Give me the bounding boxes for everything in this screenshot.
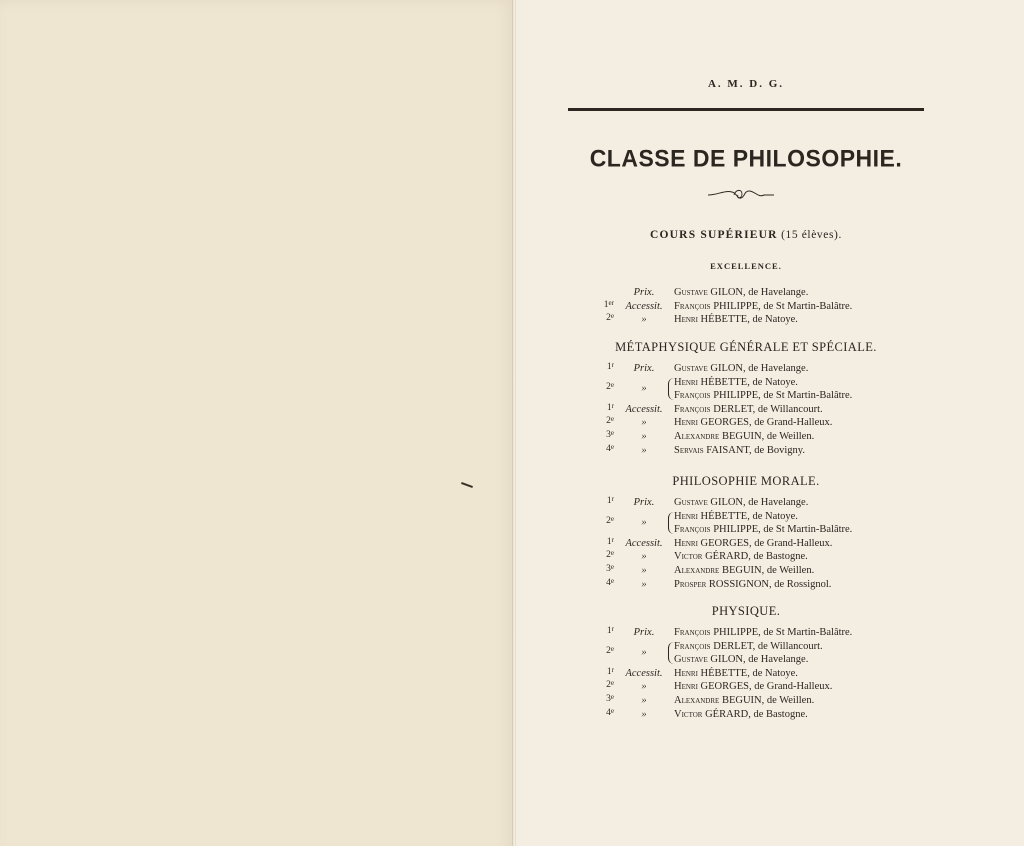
award-rank: 1$^r$	[606, 625, 614, 636]
award-label: Accessit.	[625, 537, 663, 549]
award-rank: 1$^r$	[606, 401, 614, 413]
award-rank: 1er	[603, 298, 614, 310]
award-rank: 4e	[606, 442, 614, 454]
award-rank: 1$^r$	[606, 665, 614, 677]
award-name: François PHILIPPE, de St Martin-Balâtre.	[674, 390, 853, 402]
award-rank: 2e	[606, 645, 614, 657]
award-name: Henri HÉBETTE, de Natoye.	[674, 314, 798, 326]
award-rank: 2e	[606, 415, 614, 427]
award-label: »	[641, 708, 647, 720]
course-name: COURS SUPÉRIEUR	[650, 229, 778, 241]
award-rank: 2e	[606, 549, 614, 561]
award-label: »	[641, 431, 647, 442]
award-rank: 1$^r$	[606, 495, 614, 506]
award-label: »	[641, 417, 647, 429]
award-label: Accessit.	[625, 667, 663, 679]
award-label: »	[641, 565, 647, 576]
ink-mark	[461, 482, 473, 488]
section-heading: MÉTAPHYSIQUE GÉNÉRALE ET SPÉCIALE.	[615, 340, 877, 354]
award-rank: 2e	[606, 312, 614, 324]
course-heading	[569, 229, 923, 241]
award-label: »	[641, 551, 647, 563]
course-count: (15 élèves).	[781, 229, 842, 241]
award-label: Prix.	[633, 363, 655, 374]
award-rank: 3e	[606, 429, 614, 440]
award-rank: 4e	[606, 706, 614, 718]
award-label: Prix.	[633, 627, 655, 638]
award-label: »	[641, 578, 647, 590]
award-rank: 3e	[606, 693, 614, 704]
award-name: Alexandre BEGUIN, de Weillen.	[674, 565, 815, 576]
award-rank: 1$^r$	[606, 535, 614, 547]
award-name: Gustave GILON, de Havelange.	[674, 363, 809, 374]
page-title: CLASSE DE PHILOSOPHIE.	[589, 144, 903, 172]
award-label: Prix.	[633, 287, 655, 298]
award-name: Victor GÉRARD, de Bastogne.	[674, 551, 808, 563]
award-rank: 2e	[606, 679, 614, 691]
award-name: Henri HÉBETTE, de Natoye.	[674, 667, 798, 679]
award-name: Victor GÉRARD, de Bastogne.	[674, 708, 808, 720]
award-name: François PHILIPPE, de St Martin-Balâtre.	[674, 627, 853, 638]
award-name: Gustave GILON, de Havelange.	[674, 497, 809, 508]
award-name: François PHILIPPE, de St Martin-Balâtre.	[674, 524, 853, 536]
award-label: Accessit.	[625, 403, 663, 415]
award-name: Henri HÉBETTE, de Natoye.	[674, 510, 798, 522]
section-heading: EXCELLENCE.	[710, 261, 782, 271]
award-label: »	[641, 681, 647, 693]
award-label: Prix.	[633, 497, 655, 508]
award-label: »	[641, 647, 647, 659]
award-label: »	[641, 314, 647, 326]
award-name: Prosper ROSSIGNON, de Rossignol.	[674, 578, 832, 590]
award-name: François PHILIPPE, de St Martin-Balâtre.	[674, 300, 853, 312]
award-name: Gustave GILON, de Havelange.	[674, 287, 809, 298]
award-rank: 2e	[606, 515, 614, 527]
award-label: »	[641, 444, 647, 456]
award-name: Gustave GILON, de Havelange.	[674, 654, 809, 666]
award-name: Henri GEORGES, de Grand-Halleux.	[674, 417, 833, 429]
award-name: Henri HÉBETTE, de Natoye.	[674, 376, 798, 388]
award-label: »	[641, 695, 647, 706]
header-rule	[568, 108, 924, 111]
award-label: »	[641, 383, 647, 395]
award-name: François DERLET, de Willancourt.	[674, 403, 823, 415]
section-heading: PHYSIQUE.	[711, 604, 781, 618]
award-name: Servais FAISANT, de Bovigny.	[674, 444, 805, 456]
award-rank: 3e	[606, 563, 614, 574]
award-name: Alexandre BEGUIN, de Weillen.	[674, 431, 815, 442]
award-label: »	[641, 517, 647, 529]
award-name: Henri GEORGES, de Grand-Halleux.	[674, 681, 833, 693]
scan-edge	[0, 846, 1024, 854]
award-name: Henri GEORGES, de Grand-Halleux.	[674, 537, 833, 549]
flourish-ornament	[706, 186, 776, 204]
award-label: Accessit.	[625, 300, 663, 312]
award-name: François DERLET, de Willancourt.	[674, 640, 823, 652]
page-header: A. M. D. G.	[707, 78, 785, 90]
award-rank: 1$^r$	[606, 361, 614, 372]
section-heading: PHILOSOPHIE MORALE.	[672, 474, 820, 488]
award-rank: 4e	[606, 576, 614, 588]
award-name: Alexandre BEGUIN, de Weillen.	[674, 695, 815, 706]
award-rank: 2e	[606, 381, 614, 393]
